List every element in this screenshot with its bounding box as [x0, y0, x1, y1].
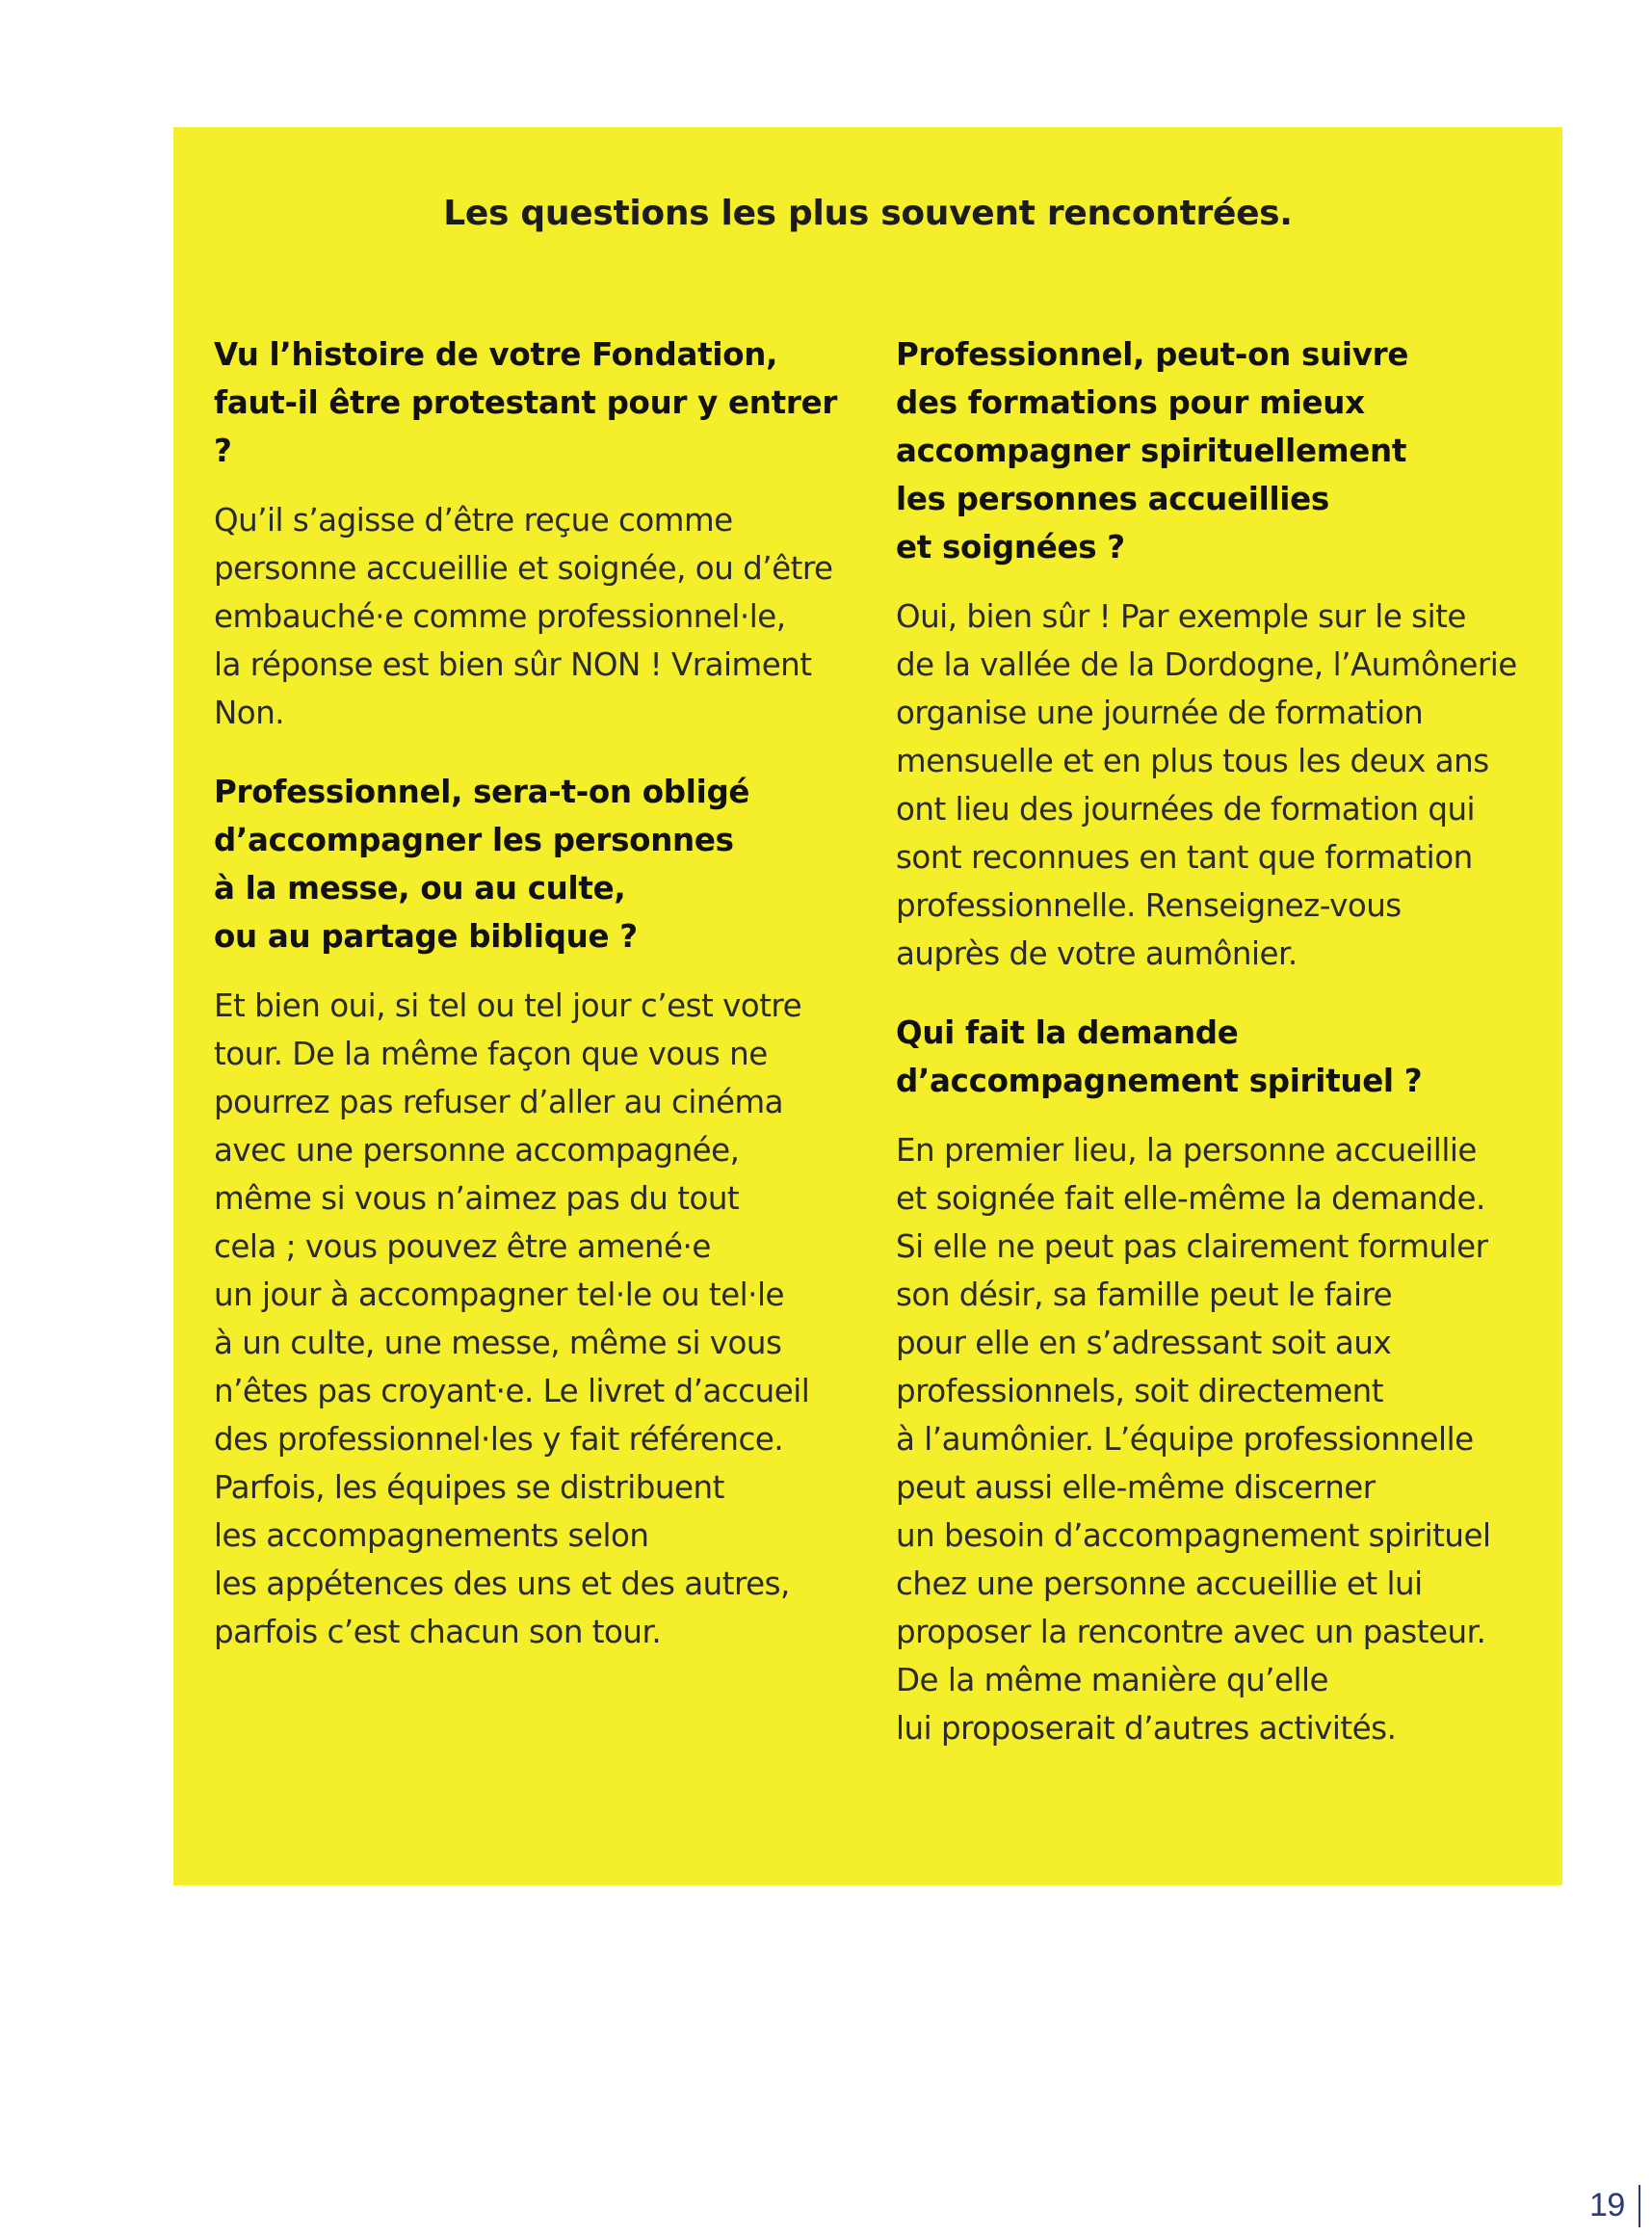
answer-line: les accompagnements selon: [214, 1517, 649, 1554]
question-line: d’accompagnement spirituel ?: [896, 1063, 1423, 1099]
question-line: les personnes accueillies: [896, 481, 1329, 517]
faq-heading: Les questions les plus souvent rencontrées.: [443, 194, 1293, 233]
faq-answer-training: [896, 592, 1543, 978]
answer-line: de la vallée de la Dordogne, l’Aumônerie: [896, 646, 1517, 683]
answer-line: lui proposerait d’autres activités.: [896, 1710, 1397, 1747]
answer-line: un besoin d’accompagnement spirituel: [896, 1517, 1491, 1554]
answer-line: embauché·e comme professionnel·le,: [214, 598, 786, 635]
answer-line: Et bien oui, si tel ou tel jour c’est votre: [214, 987, 802, 1024]
answer-line: professionnelle. Renseignez-vous: [896, 887, 1402, 924]
faq-question-training: [896, 330, 1543, 571]
faq-answer-religion: [214, 496, 861, 737]
question-line: des formations pour mieux: [896, 384, 1365, 421]
answer-line: parfois c’est chacun son tour.: [214, 1614, 662, 1650]
answer-line: et soignée fait elle-même la demande.: [896, 1180, 1485, 1217]
answer-line: avec une personne accompagnée,: [214, 1132, 740, 1169]
answer-line: à un culte, une messe, même si vous: [214, 1325, 782, 1361]
answer-line: Non.: [214, 695, 285, 731]
faq-answer-request: [896, 1126, 1543, 1752]
answer-line: peut aussi elle-même discerner: [896, 1469, 1376, 1506]
answer-line: son désir, sa famille peut le faire: [896, 1276, 1393, 1313]
question-line: faut-il être protestant pour y entrer ?: [214, 384, 838, 469]
answer-line: un jour à accompagner tel·le ou tel·le: [214, 1276, 785, 1313]
answer-line: tour. De la même façon que vous ne: [214, 1036, 768, 1072]
question-line: Vu l’histoire de votre Fondation,: [214, 336, 778, 373]
faq-question-request: [896, 1009, 1543, 1105]
question-line: Professionnel, peut-on suivre: [896, 336, 1409, 373]
answer-line: la réponse est bien sûr NON ! Vraiment: [214, 646, 812, 683]
answer-line: Qu’il s’agisse d’être reçue comme: [214, 502, 733, 539]
answer-line: cela ; vous pouvez être amené·e: [214, 1228, 711, 1265]
answer-line: Si elle ne peut pas clairement formuler: [896, 1228, 1488, 1265]
question-line: accompagner spirituellement: [896, 433, 1407, 469]
faq-left-column: [214, 330, 861, 1656]
question-line: Professionnel, sera-t-on obligé: [214, 774, 750, 810]
answer-line: n’êtes pas croyant·e. Le livret d’accueil: [214, 1373, 810, 1409]
answer-line: chez une personne accueillie et lui: [896, 1565, 1423, 1602]
question-line: d’accompagner les personnes: [214, 822, 734, 858]
answer-line: mensuelle et en plus tous les deux ans: [896, 743, 1489, 779]
answer-line: De la même manière qu’elle: [896, 1662, 1329, 1698]
answer-line: Oui, bien sûr ! Par exemple sur le site: [896, 598, 1466, 635]
faq-panel: [173, 127, 1562, 1885]
faq-answer-mass: [214, 982, 861, 1656]
answer-line: des professionnel·les y fait référence.: [214, 1421, 784, 1458]
page-number-rule: [1639, 2185, 1640, 2227]
answer-line: ont lieu des journées de formation qui: [896, 791, 1476, 828]
answer-line: Parfois, les équipes se distribuent: [214, 1469, 724, 1506]
answer-line: personne accueillie et soignée, ou d’être: [214, 550, 833, 587]
question-line: à la messe, ou au culte,: [214, 870, 626, 907]
answer-line: pour elle en s’adressant soit aux: [896, 1325, 1392, 1361]
question-line: Qui fait la demande: [896, 1014, 1239, 1051]
faq-question-mass: [214, 768, 861, 960]
answer-line: sont reconnues en tant que formation: [896, 839, 1473, 876]
question-line: ou au partage biblique ?: [214, 918, 638, 955]
answer-line: pourrez pas refuser d’aller au cinéma: [214, 1084, 784, 1120]
answer-line: professionnels, soit directement: [896, 1373, 1384, 1409]
answer-line: à l’aumônier. L’équipe professionnelle: [896, 1421, 1474, 1458]
answer-line: les appétences des uns et des autres,: [214, 1565, 790, 1602]
faq-right-column: [896, 330, 1543, 1752]
answer-line: auprès de votre aumônier.: [896, 935, 1298, 972]
answer-line: organise une journée de formation: [896, 695, 1424, 731]
answer-line: proposer la rencontre avec un pasteur.: [896, 1614, 1486, 1650]
faq-question-religion: [214, 330, 861, 475]
answer-line: En premier lieu, la personne accueillie: [896, 1132, 1477, 1169]
question-line: et soignées ?: [896, 529, 1125, 566]
page-number: 19: [1589, 2187, 1625, 2223]
answer-line: même si vous n’aimez pas du tout: [214, 1180, 740, 1217]
